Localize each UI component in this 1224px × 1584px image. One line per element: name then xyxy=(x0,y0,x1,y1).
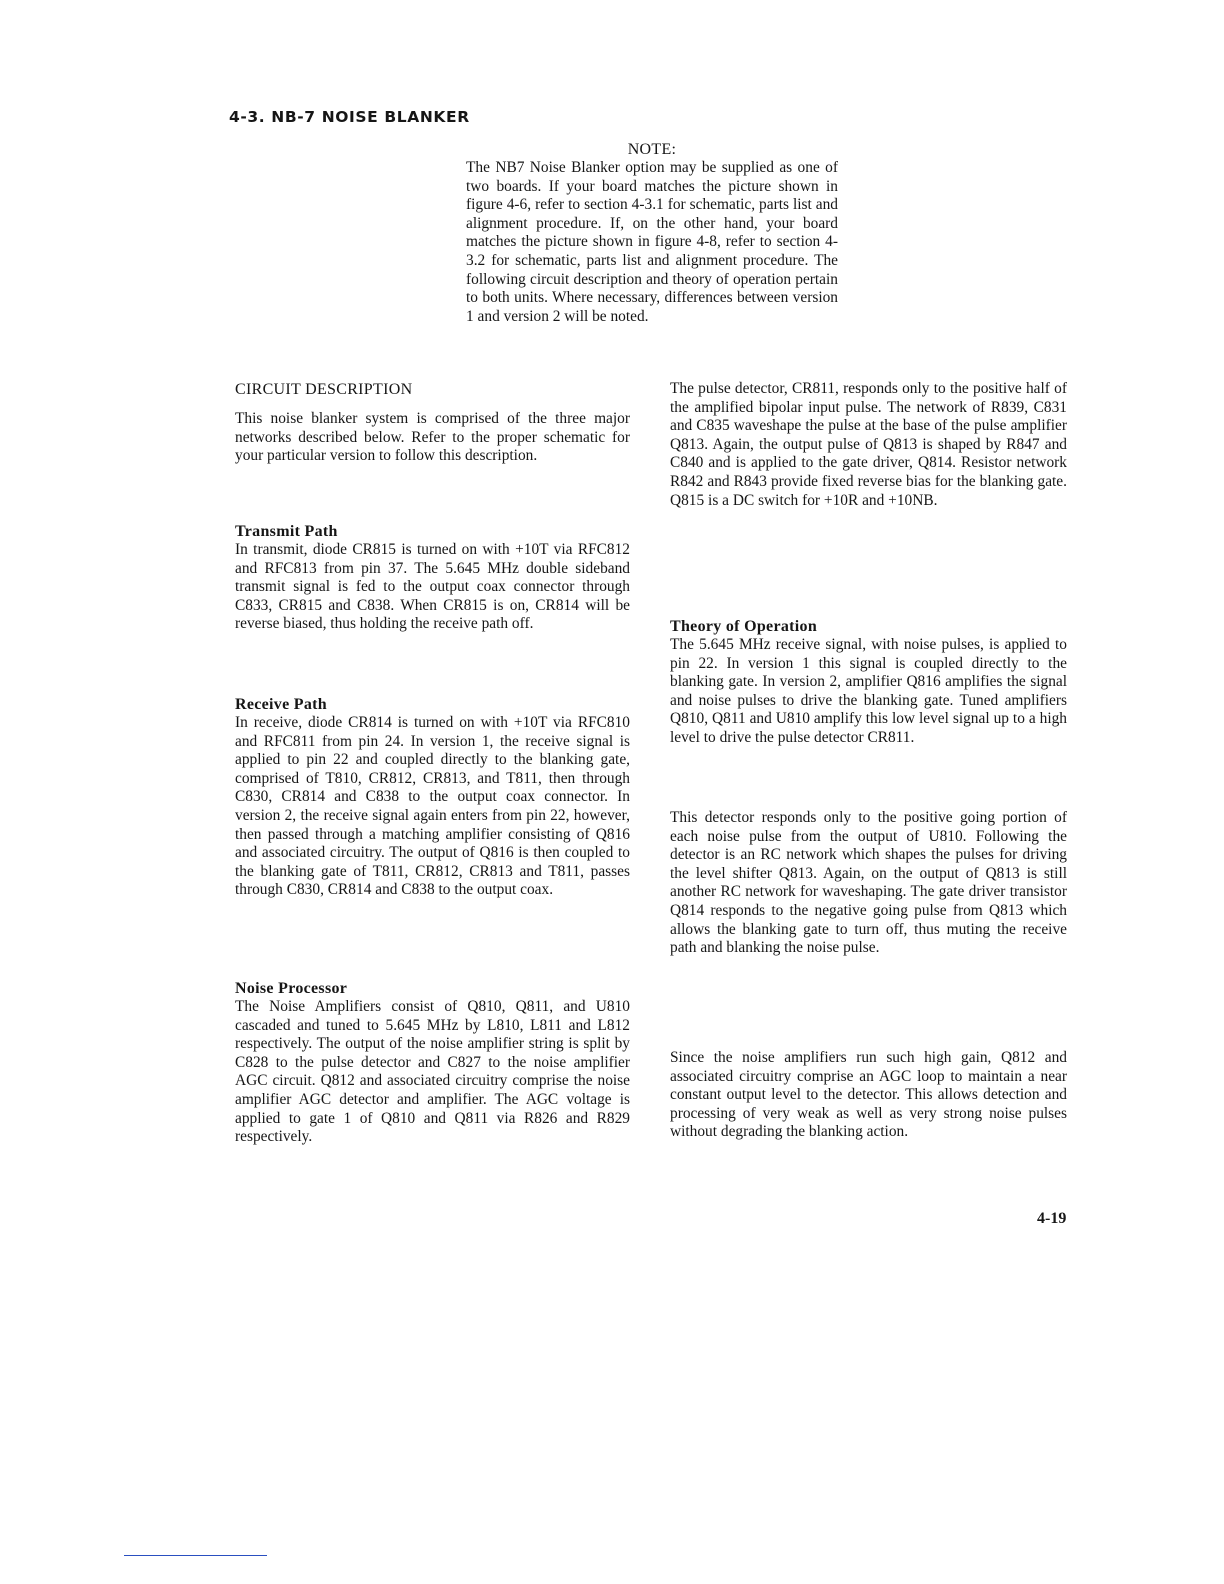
noise-processor-body: The Noise Amplifiers consist of Q810, Q811, and U810 cascaded and tuned to 5.645 MHz by L810, L811 and L812 respectively. The output of the noise amplifier string is split by C828 to the pulse detector and C827 to the noise amplifier AGC circuit. Q812 and associated circuitry comprise the noise amplifier AGC detector and amplifier. The AGC voltage is applied to gate 1 of Q810 and Q811 via R826 and R829 respectively. xyxy=(235,998,630,1146)
theory-paragraph-3: Since the noise amplifiers run such high gain, Q812 and associated circuitry comprise an AGC loop to maintain a near constant output level to the detector. This allows detection and processing of very weak as well as very strong noise pulses without degrading the blanking action. xyxy=(670,1049,1067,1141)
transmit-path-heading: Transmit Path xyxy=(235,523,338,540)
circuit-description-heading: CIRCUIT DESCRIPTION xyxy=(235,381,413,398)
page-number: 4-19 xyxy=(1037,1210,1067,1227)
pulse-detector-section xyxy=(670,380,1067,510)
theory-paragraph-2-block xyxy=(670,809,1067,958)
section-title: 4-3. NB-7 NOISE BLANKER xyxy=(229,108,470,126)
noise-processor-section xyxy=(235,979,630,1147)
note-block xyxy=(466,140,838,326)
pulse-detector-body: The pulse detector, CR811, responds only to the positive half of the amplified bipolar input pulse. The network of R839, C831 and C835 waveshape the pulse at the base of the pulse amplifier Q813. Again, the output pulse of Q813 is shaped by R847 and C840 and is applied to the gate driver, Q814. Resistor network R842 and R843 provide fixed reverse bias for the blanking gate. Q815 is a DC switch for +10R and +10NB. xyxy=(670,380,1067,509)
note-body: The NB7 Noise Blanker option may be supplied as one of two boards. If your board matches the picture shown in figure 4-6, refer to section 4-3.1 for schematic, parts list and alignment procedure. If, on the other hand, your board matches the picture shown in figure 4-8, refer to section 4-3.2 for schematic, parts list and alignment procedure. The following circuit description and theory of operation pertain to both units. Where necessary, differences between version 1 and version 2 will be noted. xyxy=(466,159,838,325)
note-heading: NOTE: xyxy=(627,141,677,158)
theory-paragraph-1: The 5.645 MHz receive signal, with noise pulses, is applied to pin 22. In version 1 this signal is coupled directly to the blanking gate. In version 2, amplifier Q816 amplifies the signal and noise pulses to drive the blanking gate. Tuned amplifiers Q810, Q811 and U810 amplify this low level signal up to a high level to drive the pulse detector CR811. xyxy=(670,636,1067,746)
receive-path-heading: Receive Path xyxy=(235,696,328,713)
circuit-description-intro: This noise blanker system is comprised of the three major networks described below. Refer to the proper schematic for your particular version to follow this description. xyxy=(235,410,630,465)
transmit-path-body: In transmit, diode CR815 is turned on with +10T via RFC812 and RFC813 from pin 37. The 5.645 MHz double sideband transmit signal is fed to the output coax connector through C833, CR815 and C838. When CR815 is on, CR814 will be reverse biased, thus holding the receive path off. xyxy=(235,541,630,633)
receive-path-section xyxy=(235,695,630,900)
noise-processor-heading: Noise Processor xyxy=(235,980,348,997)
theory-paragraph-2: This detector responds only to the positive going portion of each noise pulse from the output of U810. Following the detector is an RC network which shapes the pulses for driving the level shifter Q813. Again, on the output of Q813 is still another RC network for waveshaping. The gate driver transistor Q814 responds to the negative going pulse from Q813 which allows the blanking gate to turn off, thus muting the receive path and blanking the noise pulse. xyxy=(670,809,1067,957)
theory-paragraph-3-block xyxy=(670,1049,1067,1142)
receive-path-body: In receive, diode CR814 is turned on with +10T via RFC810 and RFC811 from pin 24. In version 1, the receive signal is applied to pin 22 and coupled directly to the blanking gate, comprised of T810, CR812, CR813, and T811, then through C830, CR814 and C838 to the output coax connector. In version 2, the receive signal again enters from pin 22, however, then passed through a matching amplifier consisting of Q816 and associated circuitry. The output of Q816 is then coupled to the blanking gate of T811, CR812, CR813 and T811, passes through C830, CR814 and C838 to the output coax. xyxy=(235,714,630,899)
theory-of-operation-heading: Theory of Operation xyxy=(670,618,818,635)
transmit-path-section xyxy=(235,522,630,634)
footer-rule xyxy=(124,1555,267,1556)
circuit-description-intro-block xyxy=(235,410,630,466)
theory-of-operation-section xyxy=(670,617,1067,748)
